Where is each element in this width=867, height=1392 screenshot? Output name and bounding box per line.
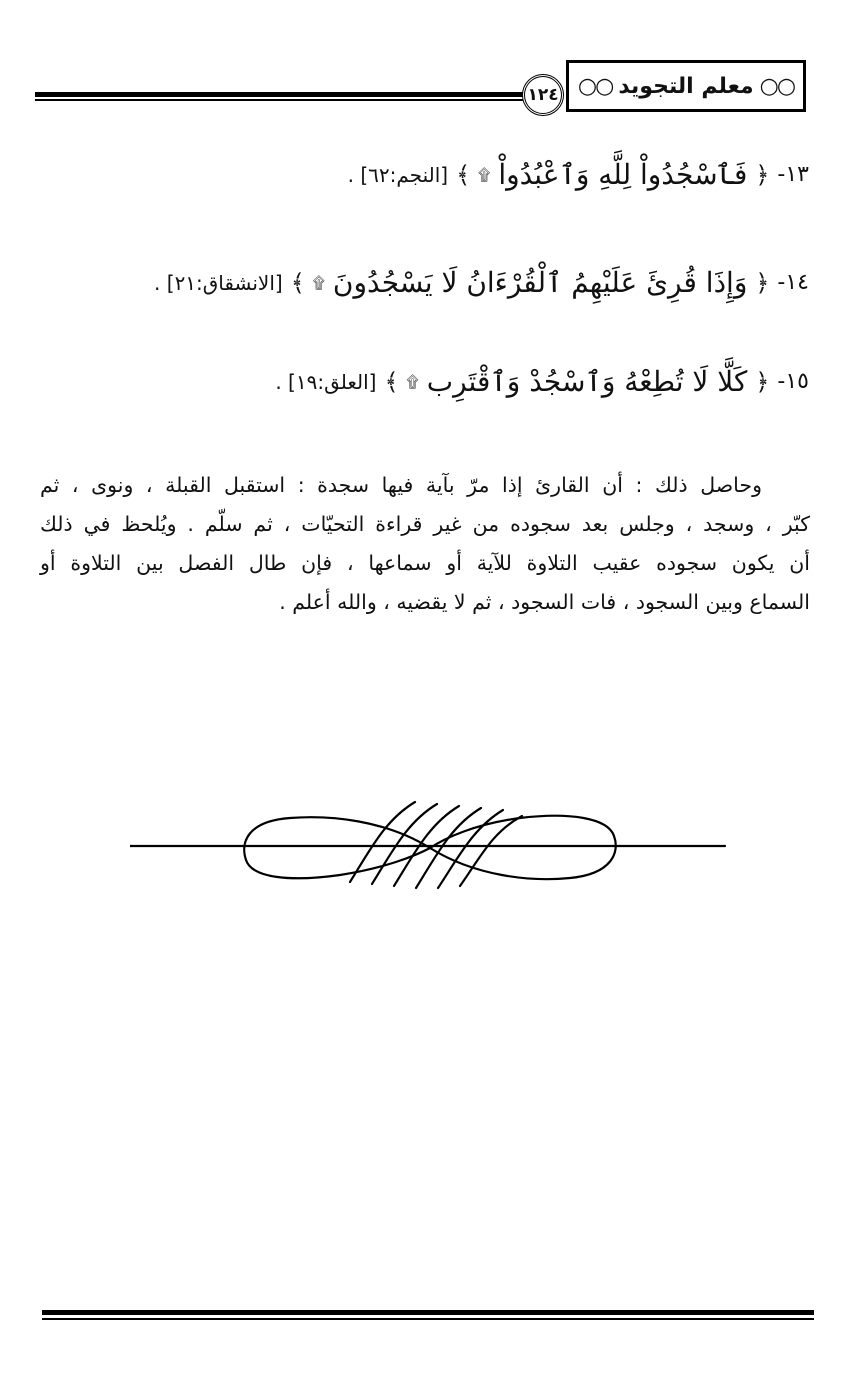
verse-14 — [154, 266, 809, 299]
page-number: ١٢٤ — [527, 85, 559, 105]
verse-number: ١٤- — [777, 270, 809, 295]
book-title-box — [566, 60, 806, 112]
verse-reference: [النجم:٦٢] . — [347, 162, 449, 187]
verse-15 — [275, 365, 809, 398]
verse-open-bracket: ﴿ — [755, 160, 770, 189]
paragraph-line: السماع وبين السجود ، فات السجود ، ثم لا يقضيه ، والله أعلم . — [279, 590, 810, 614]
sajda-mark-icon: ۩ — [478, 164, 491, 184]
page-number-badge — [522, 74, 564, 116]
verse-close-bracket: ﴾ — [290, 268, 305, 297]
paragraph-line: كبّر ، وسجد ، وجلس بعد سجوده من غير قراءة التحيّات ، ثم سلّم . ويُلحظ في ذلك — [40, 512, 810, 536]
verse-close-bracket: ﴾ — [384, 367, 399, 396]
verse-reference: [الانشقاق:٢١] . — [154, 270, 283, 295]
verse-text: كَلَّا لَا تُطِعْهُ وَٱسْجُدْ وَٱقْتَرِب — [426, 365, 748, 398]
verse-text: فَٱسْجُدُواْ لِلَّهِ وَٱعْبُدُواْ — [498, 158, 748, 191]
paragraph-line: أن يكون سجوده عقيب التلاوة للآية أو سماعها ، فإن طال الفصل بين التلاوة أو — [40, 551, 810, 575]
title-ornament-left: ○○ — [577, 73, 613, 99]
paragraph-line: وحاصل ذلك : أن القارئ إذا مرّ بآية فيها سجدة : استقبل القبلة ، ونوى ، ثم — [40, 473, 762, 497]
decorative-ornament-icon — [130, 790, 730, 900]
footer-rule-thin — [42, 1318, 814, 1320]
verse-open-bracket: ﴿ — [755, 367, 770, 396]
verse-text: وَإِذَا قُرِئَ عَلَيْهِمُ ٱلْقُرْءَانُ لَا يَسْجُدُونَ — [332, 266, 748, 299]
verse-13 — [348, 158, 809, 191]
title-ornament-right: ○○ — [759, 73, 795, 99]
summary-paragraph — [40, 466, 810, 622]
footer-rule-thick — [42, 1310, 814, 1315]
verse-number: ١٣- — [777, 162, 809, 187]
verse-close-bracket: ﴾ — [456, 160, 471, 189]
header-rule-thin — [35, 99, 535, 101]
sajda-mark-icon: ۩ — [312, 272, 325, 292]
sajda-mark-icon: ۩ — [406, 371, 419, 391]
header-rule-thick — [35, 92, 535, 97]
verse-open-bracket: ﴿ — [755, 268, 770, 297]
verse-reference: [العلق:١٩] . — [275, 369, 377, 394]
verse-number: ١٥- — [777, 369, 809, 394]
book-title: معلم التجويد — [618, 73, 754, 99]
